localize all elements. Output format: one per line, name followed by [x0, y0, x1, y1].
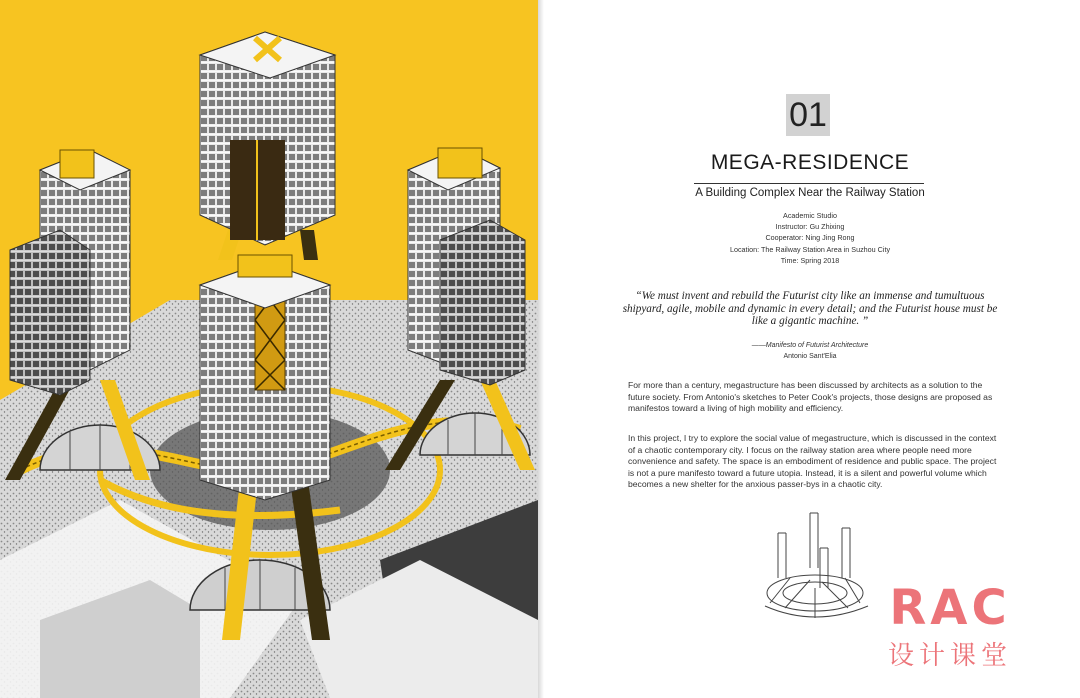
- tower-northwest: [10, 150, 130, 395]
- project-credits: [624, 210, 996, 266]
- credit-line: Cooperator: Ning Jing Rong: [765, 233, 855, 243]
- mega-residence-axonometric: [0, 0, 538, 698]
- tower-north: [200, 32, 335, 245]
- title-divider: [694, 183, 924, 184]
- credit-line: Location: The Railway Station Area in Suzhou City: [729, 244, 891, 254]
- credit-line: Instructor: Gu Zhixing: [775, 222, 845, 232]
- body-paragraph-1: For more than a century, megastructure has been discussed by architects as a solution to the future society. From Antonio's sketches to Peter Cook's projects, those designs are proposed as manifestos toward a living of high mobility and efficiency.: [628, 380, 993, 414]
- chapter-number: 01: [786, 94, 830, 136]
- tower-northeast: [408, 148, 525, 385]
- epigraph-quote: “We must invent and rebuild the Futurist city like an immense and tumultuous shipyard, agile, mobile and dynamic in every detail; and the Futurist house must be like a gigantic machine. ”: [622, 290, 998, 328]
- watermark-logo-letters: RAC: [889, 580, 1011, 636]
- credit-line: Time: Spring 2018: [780, 255, 840, 265]
- tower-south: [200, 255, 330, 500]
- project-title: MEGA-RESIDENCE: [710, 151, 910, 174]
- quote-source: [624, 340, 996, 362]
- quote-source-title: ——Manifesto of Futurist Architecture: [751, 342, 869, 349]
- axonometric-illustration: [0, 0, 538, 698]
- credit-line: Academic Studio: [783, 211, 837, 220]
- body-paragraph-2: In this project, I try to explore the social value of megastructure, which is discussed in the context of a chaotic contemporary city. I focus on the railway station area where people need more convenience and safety. The space is an embodiment of residence and public space. The project is not a pure manifesto toward a future utopia. Instead, it is a silent and powerful volume which becomes a new shelter for the anxious passer-bys in a chaotic city.: [628, 433, 997, 490]
- quote-source-author: Antonio Sant'Elia: [783, 353, 837, 360]
- watermark-logo-chinese: 设计课堂: [887, 641, 1012, 671]
- project-subtitle: A Building Complex Near the Railway Station: [695, 187, 925, 199]
- rac-watermark: [850, 580, 1050, 678]
